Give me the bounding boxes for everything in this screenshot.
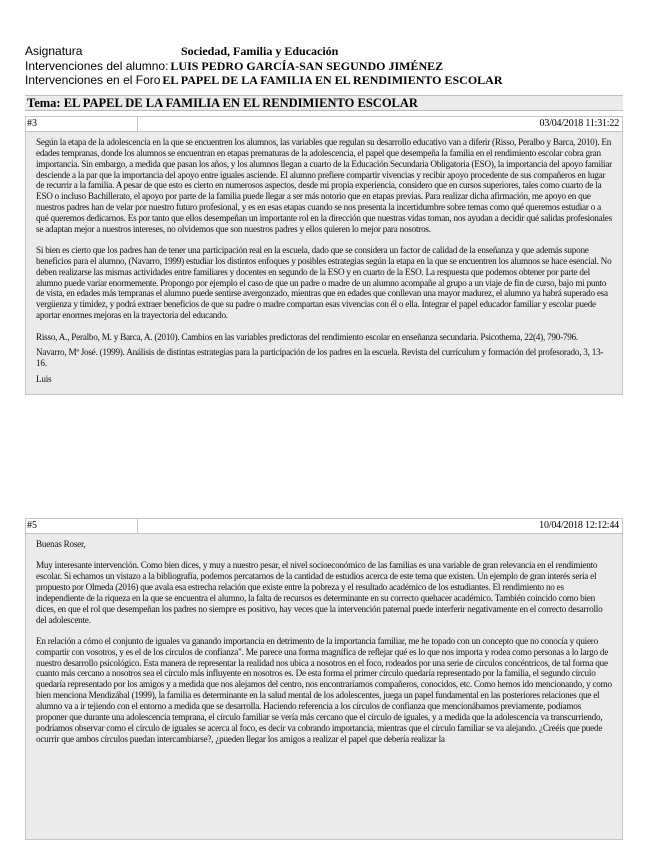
subject-row xyxy=(25,44,625,59)
topic-title: Tema: EL PAPEL DE LA FAMILIA EN EL RENDIMIENTO ESCOLAR xyxy=(25,95,623,111)
post-paragraph: Muy interesante intervención. Como bien dices, y muy a nuestro pesar, el nivel socioeconómico de las familias es una variable de gran relevancia en el rendimiento escolar. Si echamos un vistazo a la bibliografía, podemos percatarnos de la cantidad de estudios acerca de este tema que existen. Un ejemplo de gran interés sería el propuesto por Olmeda (2016) que avala esa estrecha relación que existe entre la pobreza y el resultado académico de los estudiantes. El rendimiento no es independiente de la riqueza en la que se encuentra el alumno, la falta de recursos es determinante en su correcto quehacer académico. También coincido como bien dices, en que el rol que desempeñan los padres no siempre es positivo, hay veces que la intervención paternal puede interferir negativamente en el correcto desarrollo del adolescente. xyxy=(36,560,603,625)
post-date: 03/04/2018 11:31:22 xyxy=(539,118,619,129)
student-value: LUIS PEDRO GARCÍA-SAN SEGUNDO JIMÉNEZ xyxy=(170,58,444,73)
post-date: 10/04/2018 12:12:44 xyxy=(539,520,619,531)
forum-label: Intervenciones en el Foro xyxy=(25,73,161,87)
post-body xyxy=(26,132,622,394)
post-reference: Risso, A., Peralbo, M. y Barca, A. (2010). Cambios en las variables predictoras del rendimiento escolar en enseñanza secundaria. Psicothema, 22(4), 790-796. xyxy=(36,331,578,342)
student-row xyxy=(25,59,625,74)
post-paragraph: En relación a cómo el conjunto de iguales va ganando importancia en detrimento de la importancia familiar, me he topado con un concepto que no conocía y quiero compartir con vosotros, y es el de los círculos de confianza". Me parece una forma magnífica de reflejar qué es lo que nos importa y rodea como personas a lo largo de nuestro desarrollo psicológico. Esta manera de representar la realidad nos ubica a nosotros en el foco, rodeados por una serie de círculos concéntricos, de tal forma que cuanto más cercano a nosotros sea el círculo más influyente en nosotros es. De esta forma el primer círculo quedaría representado por la familia, el segundo círculo quedaría representado por los amigos y a medida que nos alejamos del centro, nos encontraríamos compañeros, conocidos, etc. Como hemos ido mencionando, y como bien menciona Mendizábal (1999), la familia es determinante en la salud mental de los adolescentes, juega un papel fundamental en las posteriores relaciones que el alumno va a ir tejiendo con el entorno a medida que se desarrolla. Haciendo referencia a los círculos de confianza que mencionábamos previamente, podíamos proponer que durante una adolescencia temprana, el círculo familiar se vería más cercano que el círculo de iguales, y a medida que la adolescencia va transcurriendo, podríamos observar como el círculo de iguales se acerca al foco, es decir va cobrando importancia, mientras que el círculo familiar se va alejando. ¿Creéis que puede ocurrir que ambos círculos puedan intercambiarse?, ¿pueden llegar los amigos a realizar el papel que debería realizar la xyxy=(36,635,612,744)
post-greeting: Buenas Roser, xyxy=(36,539,86,549)
post-signature: Luis xyxy=(36,374,52,385)
subject-label: Asignatura xyxy=(25,44,83,58)
post-number: #3 xyxy=(27,118,37,129)
document-header xyxy=(25,44,625,88)
post-paragraph: Según la etapa de la adolescencia en la que se encuentren los alumnos, las variables que regulan su desarrollo educativo van a diferir (Risso, Peralbo y Barca, 2010). En edades tempranas, donde los alumnos se encuentran en etapas prematuras de la adolescencia, el papel que desempeña la familia en el rendimiento escolar cobra gran importancia. Sin embargo, a medida que pasan los años, y los alumnos llegan a cuarto de la Educación Secundaria Obligatoria (ESO), la importancia del apoyo familiar desciende a la par que la importancia del apoyo entre iguales asciende. El alumno prefiere compartir vivencias y recibir apoyo procedente de sus compañeros en lugar de recurrir a la familia. A pesar de que esto es cierto en numerosos aspectos, desde mi propia experiencia, considero que en cursos superiores, tales como cuarto de la ESO o incluso Bachillerato, el apoyo por parte de la familia puede llegar a ser más notorio que en etapas previas. Para realizar dicha afirmación, me apoyo en que nuestros padres han de velar por nuestro futuro profesional, y es en esas etapas cuando se nos presenta la incertidumbre sobre temas como qué queremos estudiar o a qué queremos dedicarnos. Es por tanto que ellos desempeñan un importante rol en la dirección que nuestras vidas toman, nos ayudan a decidir qué salidas profesionales se adaptan mejor a nuestros intereses, no olvidemos que son nuestros padres y ellos quieren lo mejor para nosotros. xyxy=(36,137,612,234)
forum-value: EL PAPEL DE LA FAMILIA EN EL RENDIMIENTO ESCOLAR xyxy=(162,73,503,87)
post-paragraph: Si bien es cierto que los padres han de tener una participación real en la escuela, dado que se considera un factor de calidad de la enseñanza y que además supone beneficios para el alumno, (Navarro, 1999) estudiar los distintos enfoques y posibles estrategias según la etapa en la que se encuentren los alumnos se hace esencial. No deben realizarse las mismas actividades entre familiares y docentes en segundo de la ESO y en cuarto de la ESO. La respuesta que podemos obtener por parte del alumno puede variar enormemente. Propongo por ejemplo el caso de que un padre o madre de un alumno acompañe al grupo a un viaje de fin de curso, bajo mi punto de vista, en edades más tempranas el alumno puede sentirse avergonzado, mientras que en edades que conllevan una mayor madurez, el alumno ya habrá superado esa vergüenza y timidez, y podrá extraer beneficios de que su padre o madre compartan esas vivencias con él o ella. Integrar el papel educador familiar y escolar puede aportar enormes mejoras en la trayectoria del educando. xyxy=(36,245,612,321)
student-label: Intervenciones del alumno: xyxy=(25,58,169,73)
forum-post xyxy=(25,116,623,395)
post-header-divider xyxy=(137,117,138,131)
post-number: #5 xyxy=(27,520,37,531)
forum-row xyxy=(25,73,625,88)
post-reference: Navarro, Mª José. (1999). Análisis de distintas estrategias para la participación de los padres en la escuela. Revista del currículum y formación del profesorado, 3, 13-16. xyxy=(36,347,604,369)
post-header-divider xyxy=(137,519,138,533)
post-body xyxy=(26,534,622,759)
post-header xyxy=(26,519,622,534)
forum-post xyxy=(25,518,623,840)
post-header xyxy=(26,117,622,132)
subject-value: Sociedad, Familia y Educación xyxy=(181,44,339,58)
